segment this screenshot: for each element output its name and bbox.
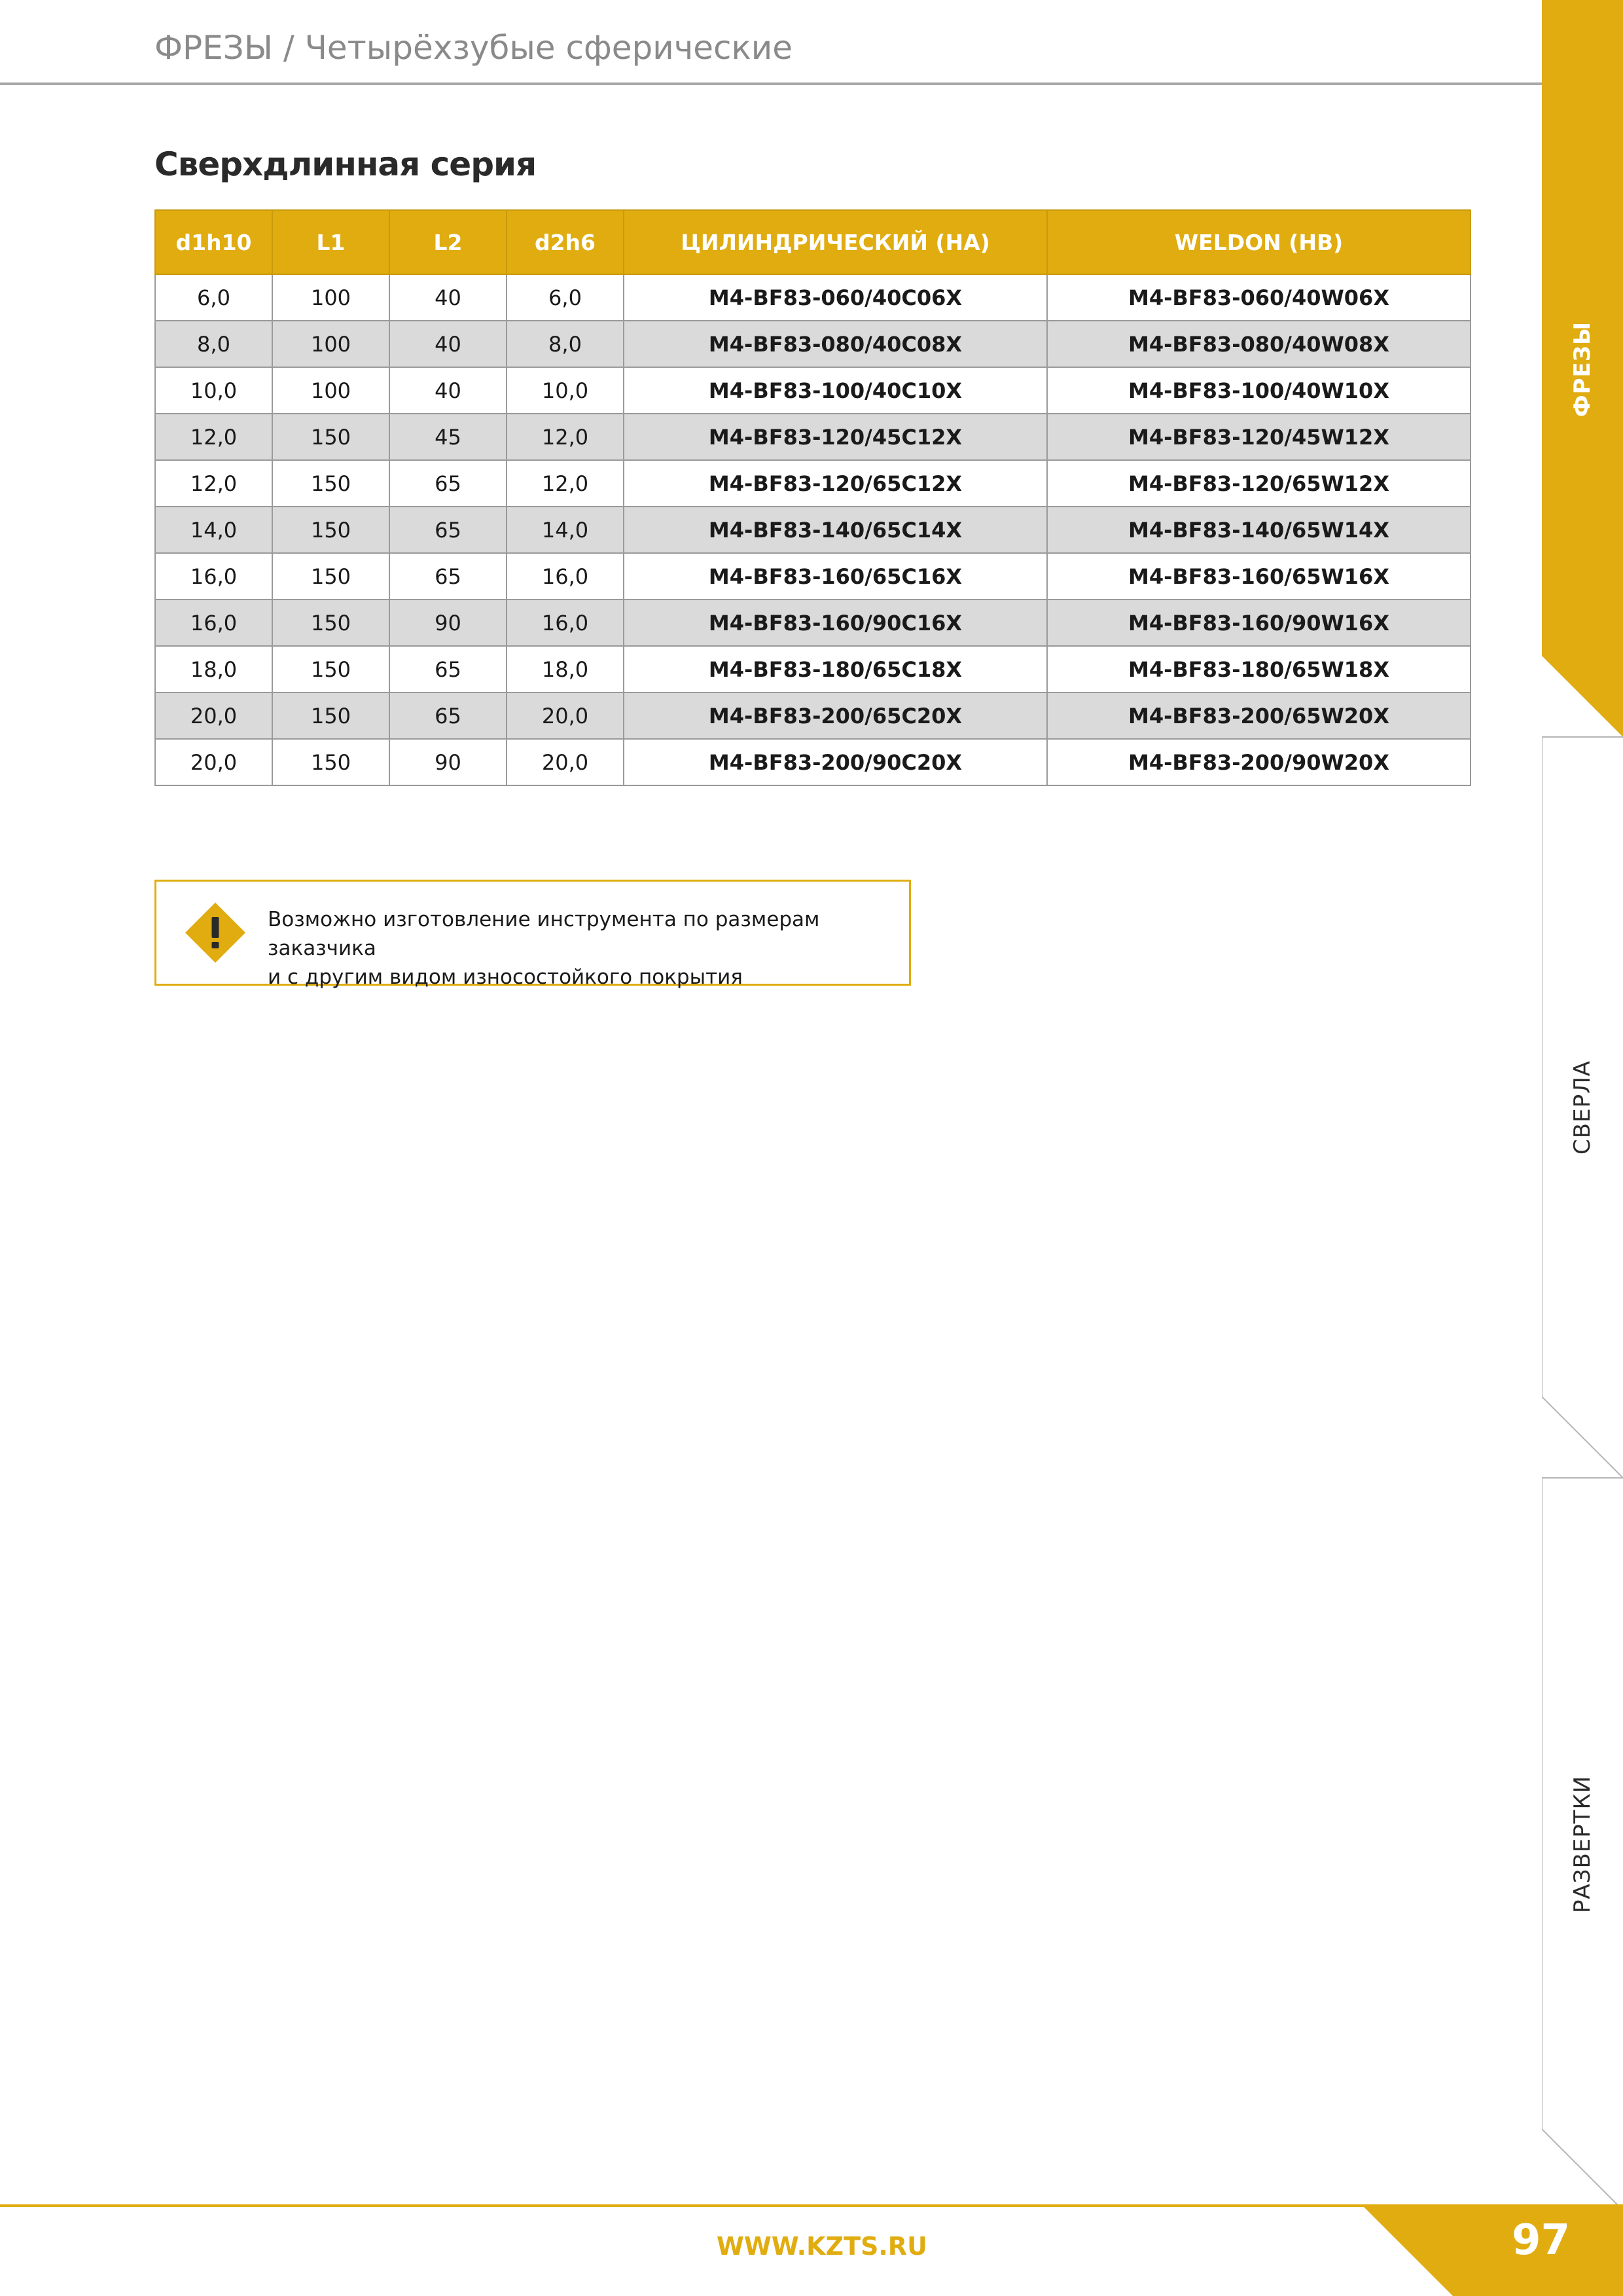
table-cell-code: M4-BF83-200/90W20X [1047, 739, 1471, 785]
note-line: и с другим видом износостойкого покрытия [268, 965, 743, 989]
note-box [154, 880, 911, 989]
table-cell-code: M4-BF83-200/65C20X [624, 692, 1047, 739]
table-cell-code: M4-BF83-120/45W12X [1047, 414, 1471, 460]
table-cell-code: M4-BF83-160/65C16X [624, 553, 1047, 600]
table-cell: 18,0 [507, 646, 624, 692]
table-cell-code: M4-BF83-120/45C12X [624, 414, 1047, 460]
table-cell: 40 [389, 274, 507, 321]
table-cell-code: M4-BF83-120/65W12X [1047, 460, 1471, 507]
table-cell: 65 [389, 553, 507, 600]
table-row [155, 553, 1471, 600]
table-cell: 6,0 [155, 274, 272, 321]
table-cell: 14,0 [507, 507, 624, 553]
table-cell: 40 [389, 367, 507, 414]
table-cell: 12,0 [507, 460, 624, 507]
column-header: L2 [389, 210, 507, 274]
table-cell: 100 [272, 274, 389, 321]
table-cell: 150 [272, 600, 389, 646]
table-cell: 65 [389, 646, 507, 692]
table-cell-code: M4-BF83-200/90C20X [624, 739, 1047, 785]
table-cell: 8,0 [507, 321, 624, 367]
table-row [155, 507, 1471, 553]
table-header-row [155, 210, 1471, 274]
table-cell: 12,0 [155, 460, 272, 507]
table-cell: 90 [389, 600, 507, 646]
table-cell-code: M4-BF83-060/40C06X [624, 274, 1047, 321]
table-cell-code: M4-BF83-120/65C12X [624, 460, 1047, 507]
note-text [268, 905, 896, 992]
footer-url[interactable]: WWW.KZTS.RU [717, 2232, 927, 2261]
table-cell-code: M4-BF83-080/40W08X [1047, 321, 1471, 367]
table-row [155, 414, 1471, 460]
table-cell: 18,0 [155, 646, 272, 692]
table-row [155, 739, 1471, 785]
footer-corner-shape [1361, 2204, 1623, 2296]
table-cell-code: M4-BF83-100/40C10X [624, 367, 1047, 414]
table-cell: 10,0 [507, 367, 624, 414]
table-cell-code: M4-BF83-060/40W06X [1047, 274, 1471, 321]
table-cell: 6,0 [507, 274, 624, 321]
table-cell: 100 [272, 321, 389, 367]
table-cell: 20,0 [507, 692, 624, 739]
table-row [155, 460, 1471, 507]
table-cell: 16,0 [155, 553, 272, 600]
table-cell: 150 [272, 460, 389, 507]
table-cell-code: M4-BF83-140/65W14X [1047, 507, 1471, 553]
table-cell-code: M4-BF83-160/90C16X [624, 600, 1047, 646]
table-cell-code: M4-BF83-200/65W20X [1047, 692, 1471, 739]
side-tab-milling[interactable]: ФРЕЗЫ [1569, 321, 1596, 418]
table-cell: 16,0 [155, 600, 272, 646]
table-cell: 150 [272, 646, 389, 692]
table-cell: 20,0 [155, 692, 272, 739]
table-cell: 65 [389, 692, 507, 739]
section-title: Сверхдлинная серия [154, 145, 537, 183]
table-row [155, 692, 1471, 739]
table-cell: 20,0 [507, 739, 624, 785]
table-cell: 10,0 [155, 367, 272, 414]
column-header: ЦИЛИНДРИЧЕСКИЙ (HA) [624, 210, 1047, 274]
table-row [155, 274, 1471, 321]
table-cell: 16,0 [507, 553, 624, 600]
table-cell: 150 [272, 739, 389, 785]
table-cell: 150 [272, 414, 389, 460]
table-cell: 150 [272, 553, 389, 600]
table-cell-code: M4-BF83-160/90W16X [1047, 600, 1471, 646]
table-cell: 100 [272, 367, 389, 414]
side-tab-reamers[interactable]: РАЗВЕРТКИ [1569, 1775, 1596, 1914]
page-number: 97 [1512, 2216, 1571, 2265]
note-line: Возможно изготовление инструмента по размерам заказчика [268, 908, 820, 960]
table-cell-code: M4-BF83-140/65C14X [624, 507, 1047, 553]
table-row [155, 367, 1471, 414]
table-cell: 90 [389, 739, 507, 785]
side-tab-drills[interactable]: СВЕРЛА [1569, 1060, 1596, 1155]
table-cell-code: M4-BF83-180/65C18X [624, 646, 1047, 692]
column-header: WELDON (HB) [1047, 210, 1471, 274]
table-cell: 65 [389, 507, 507, 553]
header-divider [0, 82, 1542, 85]
table-cell: 150 [272, 507, 389, 553]
page-header-title: ФРЕЗЫ / Четырёхзубые сферические [154, 29, 793, 67]
table-cell-code: M4-BF83-160/65W16X [1047, 553, 1471, 600]
table-row [155, 646, 1471, 692]
side-tabs [1542, 0, 1623, 2296]
table-cell: 40 [389, 321, 507, 367]
column-header: d1h10 [155, 210, 272, 274]
table-cell: 16,0 [507, 600, 624, 646]
table-cell-code: M4-BF83-100/40W10X [1047, 367, 1471, 414]
table-cell: 8,0 [155, 321, 272, 367]
table-cell: 12,0 [507, 414, 624, 460]
warning-diamond-icon [183, 900, 248, 965]
table-row [155, 321, 1471, 367]
table-row [155, 600, 1471, 646]
table-cell: 45 [389, 414, 507, 460]
table-cell: 65 [389, 460, 507, 507]
table-cell-code: M4-BF83-080/40C08X [624, 321, 1047, 367]
column-header: d2h6 [507, 210, 624, 274]
table-cell: 150 [272, 692, 389, 739]
column-header: L1 [272, 210, 389, 274]
table-cell: 20,0 [155, 739, 272, 785]
table-cell: 14,0 [155, 507, 272, 553]
spec-table [154, 209, 1471, 786]
table-cell: 12,0 [155, 414, 272, 460]
table-cell-code: M4-BF83-180/65W18X [1047, 646, 1471, 692]
